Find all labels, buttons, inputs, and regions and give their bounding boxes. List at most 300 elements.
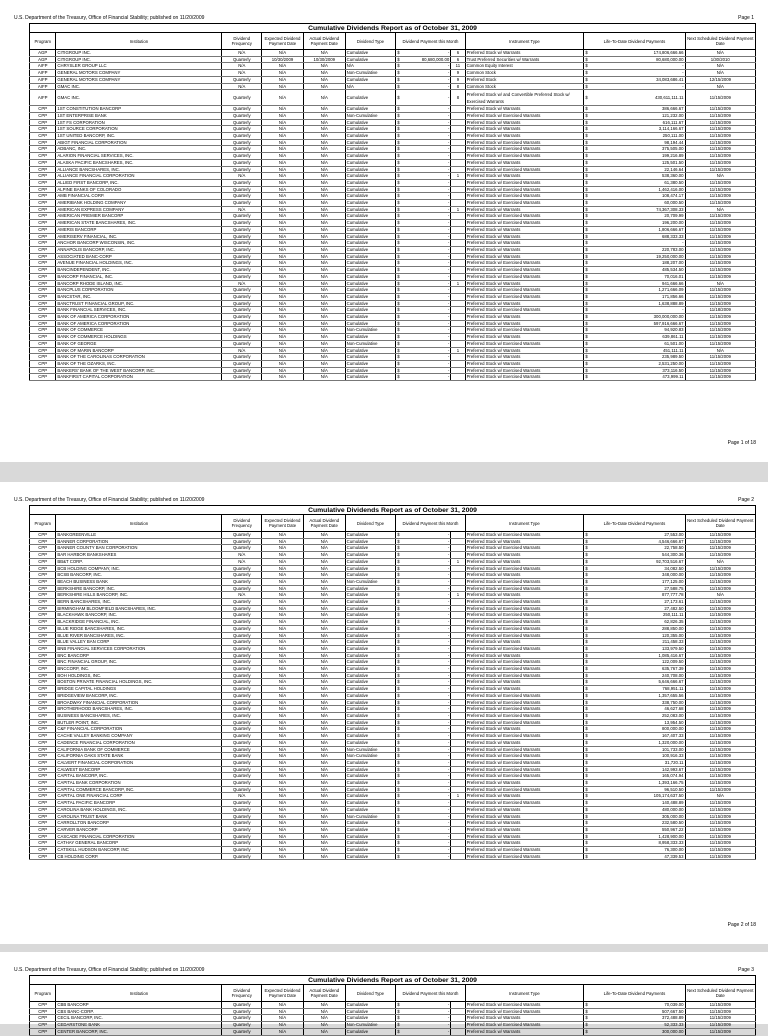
currency-symbol: $ <box>397 133 400 139</box>
program-cell: CPP <box>30 746 56 753</box>
instrument-type-cell: Preferred Stock w/ Warrants <box>465 320 584 327</box>
frequency-cell: Quarterly <box>222 733 262 740</box>
next-date-cell: 11/15/2009 <box>685 159 755 166</box>
life-to-date-cell <box>584 374 685 381</box>
frequency-cell: Quarterly <box>222 666 262 673</box>
currency-symbol: $ <box>585 126 588 132</box>
life-to-date-cell <box>584 645 685 652</box>
frequency-cell: Quarterly <box>222 813 262 820</box>
expected-date-cell: N/A <box>262 780 304 787</box>
next-date-cell: 11/15/2009 <box>685 1022 755 1029</box>
footnote-cell <box>451 773 465 780</box>
currency-symbol: $ <box>397 840 400 846</box>
month-payment-value: - <box>447 240 450 246</box>
currency-symbol: $ <box>585 538 588 544</box>
currency-symbol: $ <box>397 719 400 725</box>
expected-date-cell: N/A <box>262 585 304 592</box>
frequency-cell: Quarterly <box>222 739 262 746</box>
month-payment-cell <box>396 833 451 840</box>
currency-symbol: $ <box>585 280 588 286</box>
frequency-cell: Quarterly <box>222 354 262 361</box>
table-row <box>30 645 756 652</box>
instrument-type-cell: Preferred Stock w/ Warrants <box>465 240 584 247</box>
dividend-type-cell: Cumulative <box>345 273 396 280</box>
expected-date-cell: N/A <box>262 679 304 686</box>
footnote-cell <box>451 813 465 820</box>
next-date-cell: 11/15/2009 <box>685 800 755 807</box>
program-cell: CPP <box>30 605 56 612</box>
month-payment-value: - <box>447 679 450 685</box>
life-to-date-value: 121,232.00 <box>662 112 684 118</box>
program-cell: CPP <box>30 126 56 133</box>
frequency-cell: Quarterly <box>222 632 262 639</box>
institution-cell: AMERIS BANCORP <box>56 226 222 233</box>
month-payment-cell <box>396 347 451 354</box>
instrument-type-cell: Preferred Stock w/ Exercised Warrants <box>465 712 584 719</box>
currency-symbol: $ <box>397 612 400 618</box>
expected-date-cell: N/A <box>262 354 304 361</box>
expected-date-cell: N/A <box>262 572 304 579</box>
dividends-table <box>29 514 756 860</box>
footnote-cell <box>451 706 465 713</box>
life-to-date-value: 133,979.50 <box>662 645 684 651</box>
life-to-date-cell <box>584 565 685 572</box>
life-to-date-cell <box>584 267 685 274</box>
institution-cell: BANK FINANCIAL SERVICES, INC. <box>56 307 222 314</box>
month-payment-value: - <box>447 139 450 145</box>
expected-date-cell: N/A <box>262 220 304 227</box>
program-cell: CPP <box>30 267 56 274</box>
program-cell: CPP <box>30 146 56 153</box>
instrument-type-cell: Preferred Stock w/ Warrants <box>465 106 584 113</box>
frequency-cell: Quarterly <box>222 367 262 374</box>
currency-symbol: $ <box>585 686 588 692</box>
life-to-date-cell <box>584 532 685 539</box>
instrument-type-cell: Preferred Stock w/ Warrants <box>465 639 584 646</box>
month-payment-cell <box>396 240 451 247</box>
table-row <box>30 233 756 240</box>
next-date-cell: N/A <box>685 206 755 213</box>
program-cell: AGP <box>30 56 56 63</box>
currency-symbol: $ <box>397 314 400 320</box>
next-date-cell: 11/15/2009 <box>685 645 755 652</box>
month-payment-cell <box>396 280 451 287</box>
next-date-cell: 11/15/2009 <box>685 213 755 220</box>
life-to-date-value: 100,916.33 <box>662 753 684 759</box>
life-to-date-cell <box>584 226 685 233</box>
table-row <box>30 307 756 314</box>
frequency-cell: Quarterly <box>222 179 262 186</box>
currency-symbol: $ <box>397 545 400 551</box>
column-header: Instrument Type <box>465 985 584 1002</box>
program-cell: CPP <box>30 645 56 652</box>
expected-date-cell: N/A <box>262 686 304 693</box>
life-to-date-cell <box>584 253 685 260</box>
program-cell: CPP <box>30 585 56 592</box>
table-row <box>30 186 756 193</box>
footnote-cell <box>451 619 465 626</box>
life-to-date-value: 19,250,000.00 <box>656 253 684 259</box>
month-payment-cell <box>396 639 451 646</box>
table-row <box>30 334 756 341</box>
month-payment-cell <box>396 70 451 77</box>
institution-cell: BNCCORP, INC. <box>56 666 222 673</box>
instrument-type-cell: Preferred Stock w/ Warrants <box>465 226 584 233</box>
currency-symbol: $ <box>585 320 588 326</box>
actual-date-cell: N/A <box>303 206 345 213</box>
actual-date-cell: N/A <box>303 645 345 652</box>
institution-cell: CALIFORNIA OAKS STATE BANK <box>56 753 222 760</box>
program-cell: CPP <box>30 186 56 193</box>
life-to-date-value: 101,733.00 <box>662 746 684 752</box>
month-payment-cell <box>396 293 451 300</box>
institution-cell: AMB FINANCIAL CORP. <box>56 193 222 200</box>
dividend-type-cell: Cumulative <box>345 374 396 381</box>
table-row <box>30 739 756 746</box>
life-to-date-value: 538,360.00 <box>662 173 684 179</box>
actual-date-cell: N/A <box>303 213 345 220</box>
instrument-type-cell: Preferred Stock w/ Exercised Warrants <box>465 112 584 119</box>
footnote-cell: 1 <box>451 173 465 180</box>
actual-date-cell: N/A <box>303 820 345 827</box>
life-to-date-value: 70,016.01 <box>664 273 684 279</box>
expected-date-cell: N/A <box>262 293 304 300</box>
month-payment-value: - <box>447 612 450 618</box>
month-payment-cell <box>396 76 451 83</box>
actual-date-cell: N/A <box>303 632 345 639</box>
instrument-type-cell: Preferred Stock w/ Exercised Warrants <box>465 699 584 706</box>
month-payment-cell <box>396 826 451 833</box>
frequency-cell: Quarterly <box>222 1015 262 1022</box>
column-header: Institution <box>56 33 222 50</box>
institution-cell: CENTER BANCORP, INC. <box>56 1028 222 1035</box>
institution-cell: GENERAL MOTORS COMPANY <box>56 76 222 83</box>
currency-symbol: $ <box>585 773 588 779</box>
table-row <box>30 605 756 612</box>
dividend-type-cell: Non-Cumulative <box>345 112 396 119</box>
institution-cell: AMERICAN STATE BANCSHARES, INC. <box>56 220 222 227</box>
table-row <box>30 133 756 140</box>
life-to-date-value: 34,082.50 <box>664 565 684 571</box>
next-date-cell: 1/30/2010 <box>685 56 755 63</box>
life-to-date-value: 300,000.00 <box>662 1028 684 1034</box>
frequency-cell: Quarterly <box>222 133 262 140</box>
dividend-type-cell: Cumulative <box>345 679 396 686</box>
life-to-date-cell <box>584 585 685 592</box>
actual-date-cell: 10/30/2009 <box>303 56 345 63</box>
footnote-cell <box>451 545 465 552</box>
footnote-cell: 6 <box>451 56 465 63</box>
instrument-type-cell: Preferred Stock w/ Warrants <box>465 159 584 166</box>
month-payment-cell <box>396 50 451 57</box>
life-to-date-value: 616,111.67 <box>662 119 684 125</box>
table-row <box>30 686 756 693</box>
footnote-cell <box>451 246 465 253</box>
month-payment-cell <box>396 133 451 140</box>
column-header: Instrument Type <box>465 515 584 532</box>
table-row <box>30 699 756 706</box>
expected-date-cell: N/A <box>262 820 304 827</box>
month-payment-value: - <box>447 833 450 839</box>
currency-symbol: $ <box>585 565 588 571</box>
instrument-type-cell: Preferred Stock w/ Exercised Warrants <box>465 800 584 807</box>
frequency-cell: Quarterly <box>222 327 262 334</box>
life-to-date-cell <box>584 672 685 679</box>
frequency-cell: Quarterly <box>222 833 262 840</box>
currency-symbol: $ <box>585 153 588 159</box>
frequency-cell: Quarterly <box>222 786 262 793</box>
frequency-cell: N/A <box>222 552 262 559</box>
expected-date-cell: N/A <box>262 253 304 260</box>
currency-symbol: $ <box>585 200 588 206</box>
month-payment-value: - <box>447 1002 450 1007</box>
table-row <box>30 206 756 213</box>
currency-symbol: $ <box>585 572 588 578</box>
next-date-cell: 11/15/2009 <box>685 840 755 847</box>
institution-cell: CALWEST BANCORP <box>56 766 222 773</box>
next-date-cell: 11/15/2009 <box>685 565 755 572</box>
life-to-date-value: 174,806,666.66 <box>653 50 684 55</box>
table-row <box>30 572 756 579</box>
expected-date-cell: N/A <box>262 246 304 253</box>
month-payment-cell <box>396 746 451 753</box>
life-to-date-value: 196,200.00 <box>662 220 684 226</box>
month-payment-cell <box>396 139 451 146</box>
table-row <box>30 639 756 646</box>
footnote-cell: 8 <box>451 83 465 90</box>
next-date-cell: 11/15/2009 <box>685 719 755 726</box>
month-payment-cell <box>396 645 451 652</box>
actual-date-cell: N/A <box>303 780 345 787</box>
month-payment-value: - <box>447 340 450 346</box>
footnote-cell: 1 <box>451 793 465 800</box>
month-payment-value: - <box>447 692 450 698</box>
life-to-date-cell <box>584 813 685 820</box>
currency-symbol: $ <box>585 367 588 373</box>
expected-date-cell: N/A <box>262 619 304 626</box>
month-payment-cell <box>396 314 451 321</box>
institution-cell: BEACH BUSINESS BANK <box>56 578 222 585</box>
table-row <box>30 273 756 280</box>
actual-date-cell: N/A <box>303 173 345 180</box>
institution-cell: ABIGT FINANCIAL CORPORATION <box>56 139 222 146</box>
currency-symbol: $ <box>585 806 588 812</box>
life-to-date-cell <box>584 793 685 800</box>
dividend-type-cell: Cumulative <box>345 354 396 361</box>
instrument-type-cell: Preferred Stock <box>465 76 584 83</box>
footnote-cell <box>451 1022 465 1029</box>
frequency-cell: Quarterly <box>222 1022 262 1029</box>
institution-cell: BROADWAY FINANCIAL CORPORATION <box>56 699 222 706</box>
footnote-cell <box>451 786 465 793</box>
institution-cell: BERN BANCSHARES, INC. <box>56 599 222 606</box>
expected-date-cell: N/A <box>262 806 304 813</box>
footnote-cell: 1 <box>451 558 465 565</box>
life-to-date-value: 1,462,416.00 <box>658 186 684 192</box>
institution-cell: ALPINE BANKS OF COLORADO <box>56 186 222 193</box>
next-date-cell: 11/15/2009 <box>685 545 755 552</box>
next-date-cell: 11/15/2009 <box>685 200 755 207</box>
month-payment-value: - <box>447 106 450 112</box>
footnote-cell <box>451 213 465 220</box>
column-header: Dividend Frequency <box>222 515 262 532</box>
currency-symbol: $ <box>397 599 400 605</box>
next-date-cell: 11/15/2009 <box>685 652 755 659</box>
month-payment-value: - <box>447 786 450 792</box>
expected-date-cell: N/A <box>262 565 304 572</box>
month-payment-cell <box>396 63 451 70</box>
table-row <box>30 300 756 307</box>
currency-symbol: $ <box>397 826 400 832</box>
column-header: Next Scheduled Dividend Payment Date <box>685 985 755 1002</box>
program-cell: CPP <box>30 213 56 220</box>
next-date-cell: 11/15/2009 <box>685 253 755 260</box>
program-cell: CPP <box>30 538 56 545</box>
life-to-date-cell <box>584 538 685 545</box>
next-date-cell: 11/15/2009 <box>685 340 755 347</box>
month-payment-value: - <box>447 300 450 306</box>
footnote-cell: 1 <box>451 592 465 599</box>
footnote-cell <box>451 334 465 341</box>
frequency-cell: Quarterly <box>222 806 262 813</box>
month-payment-value: - <box>447 645 450 651</box>
institution-cell: CACHE VALLEY BANKING COMPANY <box>56 733 222 740</box>
actual-date-cell: N/A <box>303 746 345 753</box>
dividend-type-cell: Cumulative <box>345 307 396 314</box>
instrument-type-cell: Preferred Stock w/ Warrants <box>465 780 584 787</box>
frequency-cell: Quarterly <box>222 686 262 693</box>
table-row <box>30 666 756 673</box>
footnote-cell <box>451 314 465 321</box>
footnote-cell <box>451 374 465 381</box>
institution-cell: BANK OF COMMERCE <box>56 327 222 334</box>
frequency-cell: Quarterly <box>222 1028 262 1035</box>
life-to-date-value: 177,125.00 <box>662 578 684 584</box>
institution-cell: ALASKA PACIFIC BANCSHARES, INC. <box>56 159 222 166</box>
footnote-cell <box>451 659 465 666</box>
month-payment-cell <box>396 712 451 719</box>
month-payment-value: - <box>447 374 450 380</box>
report-title: Cumulative Dividends Report as of October 31, 2009 <box>29 505 756 515</box>
life-to-date-cell <box>584 83 685 90</box>
table-row <box>30 759 756 766</box>
life-to-date-value: 122,009.50 <box>662 659 684 665</box>
instrument-type-cell: Preferred Stock w/ Exercised Warrants <box>465 719 584 726</box>
dividend-type-cell: Cumulative <box>345 739 396 746</box>
table-row <box>30 200 756 207</box>
program-cell: CPP <box>30 1015 56 1022</box>
life-to-date-cell <box>584 240 685 247</box>
instrument-type-cell: Preferred Stock w/ Exercised Warrants <box>465 672 584 679</box>
currency-symbol: $ <box>397 619 400 625</box>
institution-cell: CATHAY GENERAL BANCORP <box>56 840 222 847</box>
table-row <box>30 146 756 153</box>
month-payment-value: - <box>447 126 450 132</box>
dividend-type-cell: Cumulative <box>345 360 396 367</box>
program-cell: CPP <box>30 840 56 847</box>
month-payment-cell <box>396 813 451 820</box>
currency-symbol: $ <box>397 260 400 266</box>
month-payment-cell <box>396 733 451 740</box>
program-cell: CPP <box>30 153 56 160</box>
column-header: Dividend Type <box>345 33 396 50</box>
month-payment-value: - <box>447 320 450 326</box>
month-payment-cell <box>396 572 451 579</box>
currency-symbol: $ <box>585 340 588 346</box>
actual-date-cell: N/A <box>303 112 345 119</box>
currency-symbol: $ <box>397 1002 400 1007</box>
month-payment-value: 80,680,000.00 <box>421 56 450 62</box>
life-to-date-cell <box>584 367 685 374</box>
table-row <box>30 538 756 545</box>
currency-symbol: $ <box>397 592 400 598</box>
currency-symbol: $ <box>397 83 400 89</box>
month-payment-cell <box>396 692 451 699</box>
actual-date-cell: N/A <box>303 659 345 666</box>
table-row <box>30 672 756 679</box>
page-number: Page 3 <box>738 967 754 973</box>
program-cell: CPP <box>30 766 56 773</box>
currency-symbol: $ <box>585 847 588 853</box>
life-to-date-value: 142,993.67 <box>662 766 684 772</box>
month-payment-value: - <box>447 287 450 293</box>
program-cell: CPP <box>30 226 56 233</box>
institution-cell: BANCTRUST FINANCIAL GROUP, INC. <box>56 300 222 307</box>
life-to-date-value: 305,000.00 <box>662 813 684 819</box>
actual-date-cell: N/A <box>303 193 345 200</box>
expected-date-cell: N/A <box>262 652 304 659</box>
month-payment-value: - <box>447 793 450 799</box>
institution-cell: 1ST FS CORPORATION <box>56 119 222 126</box>
footnote-cell <box>451 119 465 126</box>
dividend-type-cell: Cumulative <box>345 1015 396 1022</box>
table-row <box>30 63 756 70</box>
dividend-type-cell: Cumulative <box>345 267 396 274</box>
footnote-cell <box>451 612 465 619</box>
month-payment-cell <box>396 173 451 180</box>
month-payment-cell <box>396 253 451 260</box>
instrument-type-cell: Preferred Stock w/ Exercised Warrants <box>465 746 584 753</box>
currency-symbol: $ <box>397 733 400 739</box>
instrument-type-cell: Preferred Stock w/ Exercised Warrants <box>465 260 584 267</box>
table-row <box>30 293 756 300</box>
currency-symbol: $ <box>397 706 400 712</box>
table-row <box>30 659 756 666</box>
actual-date-cell: N/A <box>303 133 345 140</box>
month-payment-value: - <box>447 853 450 859</box>
actual-date-cell: N/A <box>303 538 345 545</box>
month-payment-cell <box>396 1002 451 1009</box>
next-date-cell: 11/15/2009 <box>685 692 755 699</box>
actual-date-cell: N/A <box>303 652 345 659</box>
institution-cell: BCB HOLDING COMPANY, INC. <box>56 565 222 572</box>
page-header <box>14 497 754 503</box>
month-payment-cell <box>396 672 451 679</box>
column-header: Program <box>30 515 56 532</box>
program-cell: CPP <box>30 733 56 740</box>
currency-symbol: $ <box>397 532 400 537</box>
expected-date-cell: N/A <box>262 173 304 180</box>
expected-date-cell: N/A <box>262 213 304 220</box>
program-cell: AIFP <box>30 63 56 70</box>
actual-date-cell: N/A <box>303 287 345 294</box>
table-row <box>30 766 756 773</box>
month-payment-cell <box>396 1028 451 1035</box>
currency-symbol: $ <box>397 186 400 192</box>
footnote-cell <box>451 639 465 646</box>
table-row <box>30 220 756 227</box>
instrument-type-cell: Preferred Stock w/ Warrants <box>465 173 584 180</box>
